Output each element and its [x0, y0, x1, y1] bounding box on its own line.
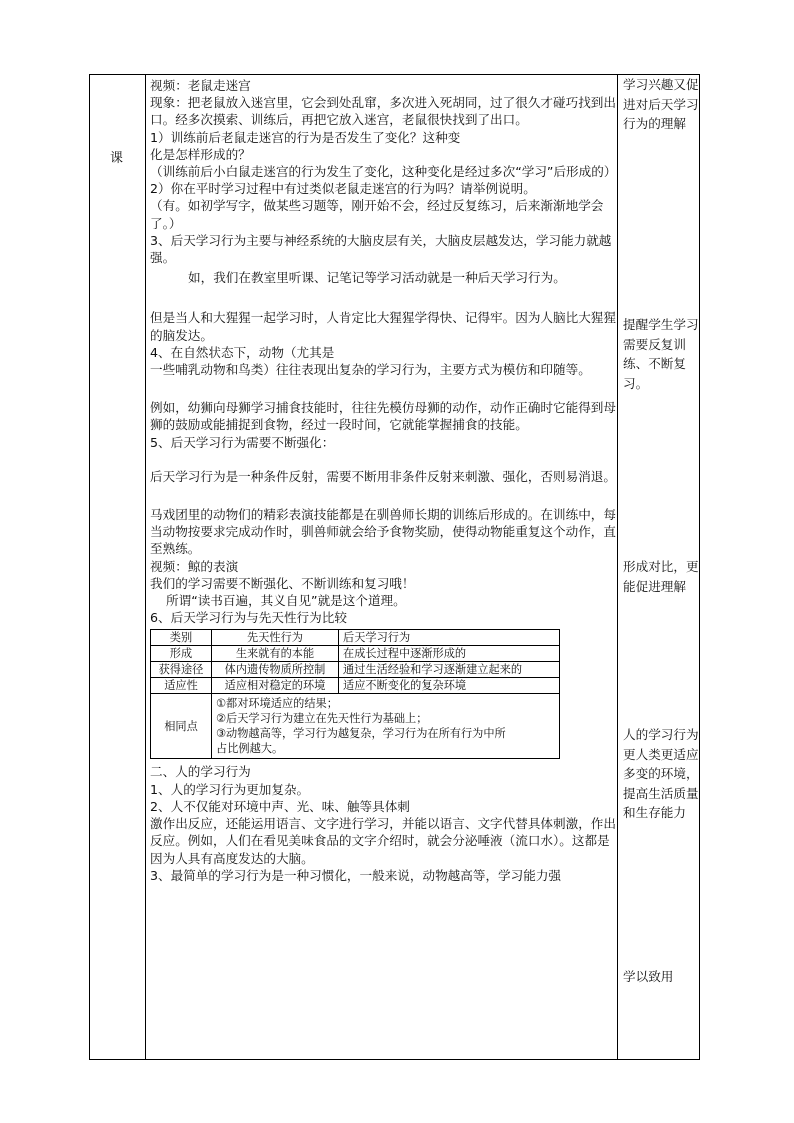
answer: （有。如初学写字，做某些习题等，刚开始不会，经过反复练习，后来渐渐地学会了。） — [150, 198, 604, 231]
table-row — [151, 694, 560, 759]
table-cell: 体内遗传物质所控制 — [212, 662, 339, 678]
paragraph: 但是当人和大猩猩一起学习时，人肯定比大猩猩学得快、记得牢。因为人脑比大猩猩的脑发达。 — [150, 310, 616, 343]
paragraph: 5、后天学习行为需要不断强化： — [150, 434, 335, 450]
similarity-item: ②后天学习行为建立在先天性行为基础上； — [216, 712, 428, 726]
comparison-table — [150, 629, 560, 759]
video-title: 视频：老鼠走迷宫 — [150, 78, 251, 93]
table-cell: 适应不断变化的复杂环境 — [339, 678, 560, 694]
stage-column — [90, 75, 145, 1059]
similarity-item: 占比例越大。 — [216, 742, 284, 756]
paragraph: 我们的学习需要不断强化、不断训练和复习哦！ — [150, 575, 415, 591]
paragraph: 现象：把老鼠放入迷宫里，它会到处乱窜，多次进入死胡同，过了很久才碰巧找到出口。经多次摸索、训练后，再把它放入迷宫，老鼠很快找到了出口。 — [150, 95, 616, 128]
paragraph: 马戏团里的动物们的精彩表演技能都是在驯兽师长期的训练后形成的。在训练中，每当动物按要求完成动作时，驯兽师就会给予食物奖励，使得动物能重复这个动作，直至熟练。 — [150, 507, 616, 557]
table-header-row — [151, 630, 560, 646]
table-row — [151, 662, 560, 678]
table-row — [151, 646, 560, 662]
table-cell: 获得途径 — [151, 662, 212, 678]
lesson-table — [89, 74, 700, 1060]
table-row — [151, 678, 560, 694]
paragraph: 2、人不仅能对环境中声、光、味、触等具体刺 — [150, 798, 410, 814]
side-note: 学习兴趣又促进对后天学习行为的理解 — [623, 77, 699, 131]
table-cell: 生来就有的本能 — [212, 646, 339, 662]
table-header: 先天性行为 — [212, 630, 339, 646]
paragraph: 1、人的学习行为更加复杂。 — [150, 781, 310, 797]
paragraph: 例如，幼狮向母狮学习捕食技能时，往往先模仿母狮的动作，动作正确时它能得到母狮的鼓励或能捕捉到食物，经过一段时间，它就能掌握捕食的技能。 — [150, 400, 616, 433]
similarity-item: ③动物越高等，学习行为越复杂，学习行为在所有行为中所 — [216, 727, 506, 741]
paragraph: 激作出反应，还能运用语言、文字进行学习，并能以语言、文字代替具体刺激，作出反应。例如，人们在看见美味食品的文字介绍时，就会分泌唾液（流口水）。这都是因为人具有高度发达的大脑。 — [150, 816, 616, 866]
paragraph: 4、在自然状态下，动物（尤其是 — [150, 344, 335, 360]
side-note: 形成对比，更能促进理解 — [623, 559, 699, 594]
table-cell: 形成 — [151, 646, 212, 662]
paragraph: 3、后天学习行为主要与神经系统的大脑皮层有关，大脑皮层越发达，学习能力就越强。 — [150, 232, 612, 266]
column-divider — [617, 75, 618, 1059]
paragraph: 6、后天学习行为与先天性行为比较 — [150, 610, 347, 626]
similarity-item: ①都对环境适应的结果； — [216, 697, 338, 711]
side-note: 人的学习行为更人类更适应多变的环境，提高生活质量和生存能力 — [623, 727, 699, 820]
column-divider — [145, 75, 146, 1059]
question: 2）你在平时学习过程中有过类似老鼠走迷宫的行为吗？请举例说明。 — [150, 181, 536, 197]
paragraph: 后天学习行为是一种条件反射，需要不断用非条件反射来刺激、强化，否则易消退。 — [150, 468, 616, 484]
paragraph: 如，我们在教室里听课、记笔记等学习活动就是一种后天学习行为。 — [188, 270, 566, 286]
side-note: 学以致用 — [623, 969, 674, 984]
stage-label: 课 — [110, 151, 124, 166]
table-header: 类别 — [151, 630, 212, 646]
table-cell: 适应性 — [151, 678, 212, 694]
table-cell: 相同点 — [151, 694, 212, 759]
video-title: 视频：鲸的表演 — [150, 558, 239, 574]
table-cell: 通过生活经验和学习逐渐建立起来的 — [339, 662, 560, 678]
paragraph: 3、最简单的学习行为是一种习惯化，一般来说，动物越高等，学习能力强 — [150, 867, 562, 883]
section-heading: 二、人的学习行为 — [150, 764, 251, 780]
answer: （训练前后小白鼠走迷宫的行为发生了变化，这种变化是经过多次“学习”后形成的） — [150, 164, 617, 180]
table-header: 后天学习行为 — [339, 630, 560, 646]
question: 1）训练前后老鼠走迷宫的行为是否发生了变化？这种变 — [150, 129, 461, 145]
content-column — [150, 77, 616, 884]
paragraph: 一些哺乳动物和鸟类）往往表现出复杂的学习行为，主要方式为模仿和印随等。 — [150, 362, 591, 378]
similarities-cell — [212, 694, 560, 759]
side-note: 提醒学生学习需要反复训练、不断复习。 — [623, 317, 699, 391]
question: 化是怎样形成的？ — [150, 146, 251, 162]
table-cell: 适应相对稳定的环境 — [212, 678, 339, 694]
table-cell: 在成长过程中逐渐形成的 — [339, 646, 560, 662]
paragraph: 所谓“读书百遍，其义自见”就是这个道理。 — [166, 593, 406, 609]
